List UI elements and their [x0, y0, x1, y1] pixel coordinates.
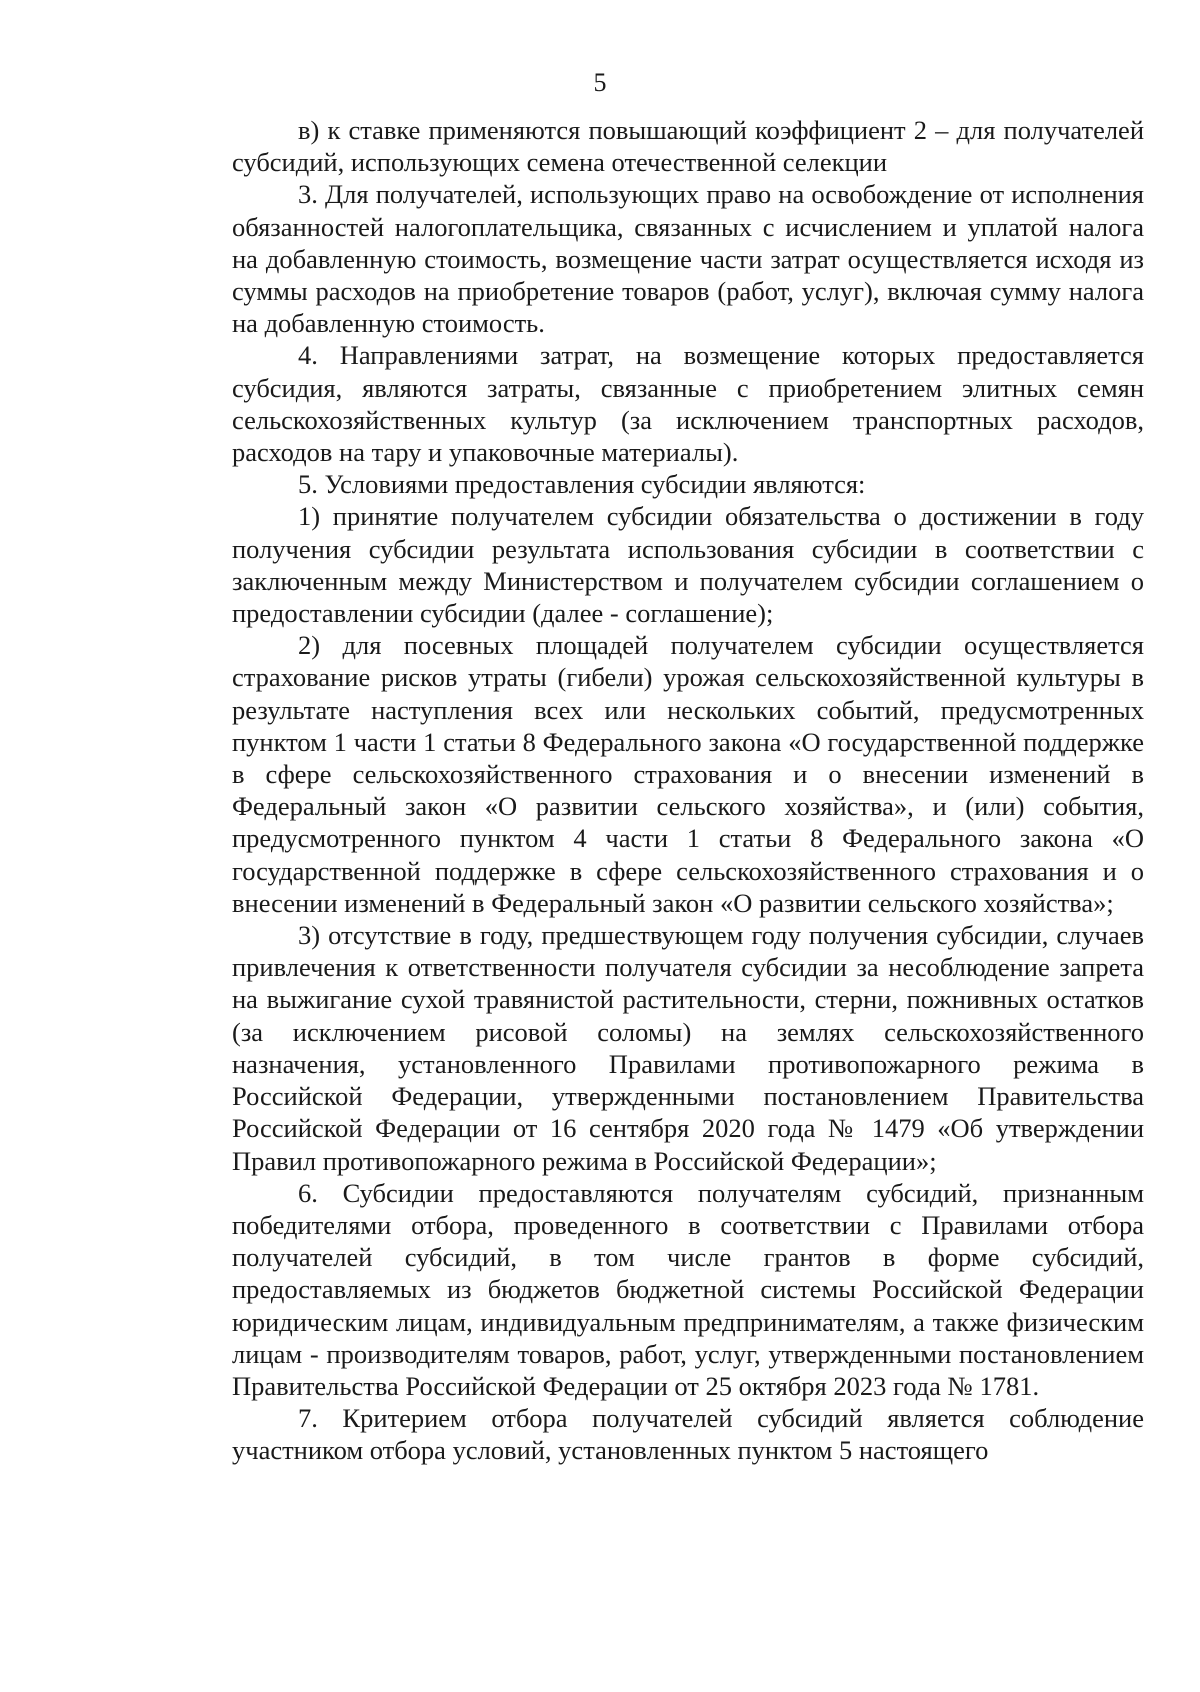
paragraph-clause-5: 5. Условиями предоставления субсидии являются:	[298, 469, 866, 500]
document-body	[232, 114, 1144, 1467]
paragraph-clause-3: 3. Для получателей, использующих право на освобождение от исполнения обязанностей налогоплательщика, связанных с исчислением и уплатой налога на добавленную стоимость, возмещение части затрат осуществляется исходя из суммы расходов на приобретение товаров (работ, услуг), включая сумму налога на добавленную стоимость.	[232, 179, 1144, 339]
paragraph-clause-4: 4. Направлениями затрат, на возмещение которых предоставляется субсидия, являются затраты, связанные с приобретением элитных семян сельскохозяйственных культур (за исключением транспортных расходов, расходов на тару и упаковочные материалы).	[232, 340, 1144, 468]
paragraph-clause-7: 7. Критерием отбора получателей субсидий является соблюдение участником отбора условий, установленных пунктом 5 настоящего	[232, 1403, 1144, 1466]
paragraph-clause-5-item-2: 2) для посевных площадей получателем субсидии осуществляется страхование рисков утраты (гибели) урожая сельскохозяйственной культуры в результате наступления всех или нескольких событий, предусмотренных пунктом 1 части 1 статьи 8 Федерального закона «О государственной поддержке в сфере сельскохозяйственного страхования и о внесении изменений в Федеральный закон «О развитии сельского хозяйства», и (или) события, предусмотренного пунктом 4 части 1 статьи 8 Федерального закона «О государственной поддержке в сфере сельскохозяйственного страхования и о внесении изменений в Федеральный закон «О развитии сельского хозяйства»;	[232, 630, 1144, 918]
paragraph-clause-5-item-1: 1) принятие получателем субсидии обязательства о достижении в году получения субсидии результата использования субсидии в соответствии с заключенным между Министерством и получателем субсидии соглашением о предоставлении субсидии (далее - соглашение);	[232, 501, 1144, 629]
paragraph-item-v: в) к ставке применяются повышающий коэффициент 2 – для получателей субсидий, использующих семена отечественной селекции	[232, 115, 1144, 178]
page-number: 5	[593, 68, 607, 97]
paragraph-clause-6: 6. Субсидии предоставляются получателям субсидий, признанным победителями отбора, проведенного в соответствии с Правилами отбора получателей субсидий, в том числе грантов в форме субсидий, предоставляемых из бюджетов бюджетной системы Российской Федерации юридическим лицам, индивидуальным предпринимателям, а также физическим лицам - производителям товаров, работ, услуг, утвержденными постановлением Правительства Российской Федерации от 25 октября 2023 года № 1781.	[232, 1177, 1144, 1401]
paragraph-clause-5-item-3: 3) отсутствие в году, предшествующем году получения субсидии, случаев привлечения к ответственности получателя субсидии за несоблюдение запрета на выжигание сухой травянистой растительности, стерни, пожнивных остатков (за исключением рисовой соломы) на землях сельскохозяйственного назначения, установленного Правилами противопожарного режима в Российской Федерации, утвержденными постановлением Правительства Российской Федерации от 16 сентября 2020 года № 1479 «Об утверждении Правил противопожарного режима в Российской Федерации»;	[232, 920, 1144, 1176]
